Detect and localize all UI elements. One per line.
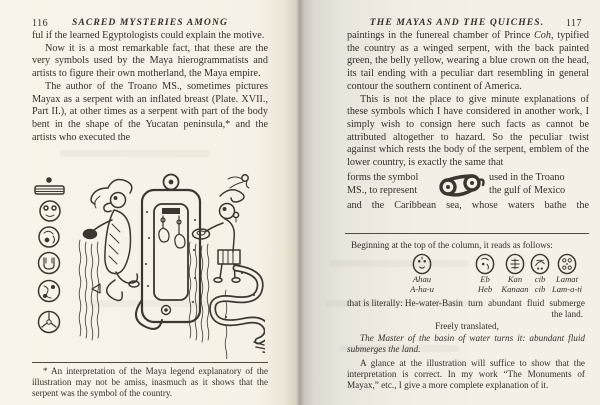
freely-translated-label: Freely translated, [435, 321, 499, 331]
glyph-reading: Lam-a-ti [551, 283, 583, 294]
right-page [299, 0, 600, 405]
literal-word: turn [468, 298, 483, 308]
paragraph-text: paintings in the funereal chamber of Prince [347, 30, 535, 41]
literal-translation-row [347, 298, 585, 308]
paragraph: ful if the learned Egyptologists could explain the motive. [32, 30, 265, 41]
note-intro: Beginning at the top of the column, it reads as follows: [351, 240, 553, 250]
free-translation: The Master of the basin of water turns it: abundant fluid submerges the land. [347, 333, 585, 355]
glyph-name: Ahau [412, 274, 432, 284]
glyph-line-right: used in the Troano the gulf of Mexico [489, 172, 566, 196]
left-page [0, 0, 299, 405]
inline-glyph-lines [347, 170, 589, 200]
serpent-icon [213, 268, 265, 353]
paragraph [347, 30, 589, 94]
glyph-reading: Heb [477, 283, 493, 294]
literal-tail: the land. [551, 309, 583, 319]
glyph-reading: A-ha-u [410, 283, 434, 294]
right-page-number: 117 [565, 18, 582, 29]
note-separator-rule [345, 233, 589, 234]
closing-paragraph: A glance at the illustration will suffice to show that the interpretation is correct. In my work “The Monuments of Mayax,” etc., I give a more complete explanation of it. [347, 358, 585, 390]
glyph-name: Kan [507, 274, 523, 284]
glyph-name: cib [534, 274, 546, 284]
literal-word: that is literally: He-water-Basin [347, 298, 463, 308]
right-body-text [347, 30, 589, 212]
glyph-line-left: forms the symbol MS., to represent [347, 172, 419, 196]
glyph-reading-row [347, 253, 589, 297]
prince-coh-italic: Coh [534, 30, 551, 41]
literal-word: submerge [549, 298, 585, 308]
water-streams-icon [79, 240, 99, 340]
left-page-number: 116 [32, 18, 49, 29]
paragraph: The author of the Troano MS., sometimes pictures Mayax as a serpent with an inflated breast (Plate. XVII., Part II.), at other times as a serpent with part of the body bent in the shape of the Yucatan peninsula,* and the artists who executed the [32, 80, 268, 143]
footnote-separator-rule [32, 362, 268, 363]
literal-word: abundant [488, 298, 522, 308]
paragraph-text: , typified the country as a winged serpent, with the back painted green, the belly yellow, wearing a blue crown on the head, its tail ending with a peculiar dart resembling in general contour the southern continent of America. [347, 30, 589, 92]
paragraph: Now it is a most remarkable fact, that these are the very symbols used by the Maya hierogrammatists and artists to figure their own motherland, the Maya empire. [32, 42, 268, 80]
glyph-reading: Kanaan [501, 283, 529, 294]
paragraph: This is not the place to give minute explanations of these symbols which I have considered in another work, I simply wish to consign here such facts as cannot be attributed altogether to hazard. So the peculiar twist against which rests the body of the serpent, emblem of the lower country, is exactly the same that [347, 93, 589, 169]
glyph-reading: cib [534, 283, 546, 294]
glyph-name: Eb [480, 274, 490, 284]
left-running-header: SACRED MYSTERIES AMONG [71, 17, 229, 28]
lamat-glyph-icon [557, 253, 577, 275]
glyph-name: Lamat [556, 274, 578, 284]
twist-knot-glyph-icon [431, 170, 489, 200]
print-bleedthrough [60, 150, 210, 157]
seated-figure-icon [84, 180, 140, 301]
paragraph: and the Caribbean sea, whose waters bathe the [347, 199, 589, 211]
glyph-column [399, 253, 445, 294]
left-body-text [32, 30, 268, 144]
literal-word: fluid [526, 298, 545, 308]
glyph-column [544, 253, 590, 294]
right-running-header: THE MAYAS AND THE QUICHES. [369, 17, 545, 28]
glyph-column-icon [35, 178, 64, 333]
maya-codex-illustration [30, 172, 265, 359]
ahau-glyph-icon [412, 253, 432, 275]
footnote: * An interpretation of the Maya legend explanatory of the illustration may not be amiss, inasmuch as it shows that the serpent was the symbol of the country. [32, 366, 268, 398]
